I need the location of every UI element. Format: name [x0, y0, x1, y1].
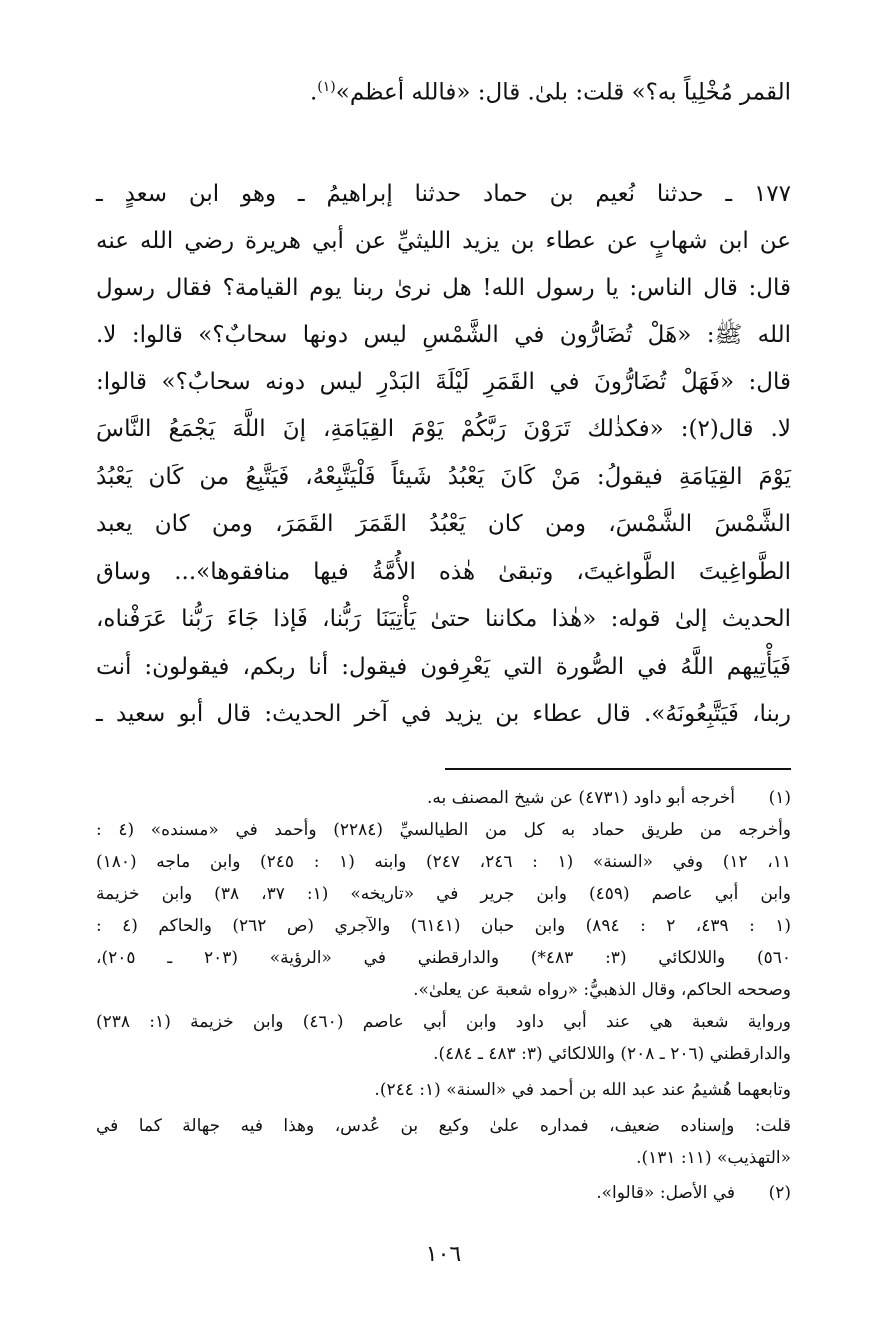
footnote-line: وأخرجه من طريق حماد به كل من الطيالسيِّ (٢٢٨٤) وأحمد في «مسنده» (٤ : [96, 820, 792, 840]
footnote-line: وتابعهما هُشيمُ عند عبد الله بن أحمد في «السنة» (١: ٢٤٤). [374, 1080, 791, 1100]
footnote-line: ورواية شعبة هي عند أبي داود وابن أبي عاصم (٤٦٠) وابن خزيمة (١: ٢٣٨) [96, 1012, 791, 1032]
footnote-line: والدارقطني (٢٠٦ ـ ٢٠٨) واللالكائي (٣: ٤٨٣ ـ ٤٨٤). [433, 1044, 791, 1064]
footnote-line: «التهذيب» (١١: ١٣١). [636, 1148, 791, 1168]
hadith-line: فَيَأْتِيهم اللَّهُ في الصُّورة التي يَعْرِفون فيقول: أنا ربكم، فيقولون: أنت [96, 654, 791, 680]
footnote-separator [445, 768, 791, 770]
footnote-line: وصححه الحاكم، وقال الذهبيُّ: «رواه شعبة عن يعلىٰ». [413, 980, 791, 1000]
hadith-line: ١٧٧ ـ حدثنا نُعيم بن حماد حدثنا إبراهيمُ ـ وهو ابن سعدٍ ـ [96, 181, 791, 207]
footnote-number-2: (٢) [768, 1183, 791, 1203]
hadith-line: لا. قال(٢): «فكذٰلك تَرَوْنَ رَبَّكُمْ يَوْمَ القِيَامَةِ، إنَ اللَّهَ يَجْمَعُ النَّاسَ [96, 416, 791, 442]
footnote-line: (١ : ٤٣٩، ٢ : ٨٩٤) وابن حبان (٦١٤١) والآجري (ص ٢٦٢) والحاكم (٤ : [96, 916, 791, 936]
footnote-line: وابن أبي عاصم (٤٥٩) وابن جرير في «تاريخه» (١: ٣٧، ٣٨) وابن خزيمة [96, 884, 791, 904]
hadith-line: الحديث إلىٰ قوله: «هٰذا مكاننا حتىٰ يَأْتِيَنَا رَبُّنا، فَإذا جَاءَ رَبُّنا عَرَفْناه، [96, 606, 791, 632]
footnote-line: أخرجه أبو داود (٤٧٣١) عن شيخ المصنف به. [426, 788, 735, 808]
page-number: ١٠٦ [425, 1242, 462, 1267]
footnote-line: ٥٦٠) واللالكائي (٣: ٤٨٣*) والدارقطني في «الرؤية» (٢٠٣ ـ ٢٠٥)، [96, 948, 791, 968]
opening-end: . [309, 79, 318, 106]
hadith-line: الشَّمْسَ الشَّمْسَ، ومن كان يَعْبُدُ القَمَرَ القَمَرَ، ومن كان يعبد [96, 511, 791, 537]
hadith-line: قال: قال الناس: يا رسول الله! هل نرىٰ ربنا يوم القيامة؟ فقال رسول [96, 275, 791, 301]
footnote-ref-1: (١) [317, 79, 336, 95]
hadith-line: يَوْمَ القِيَامَةِ فيقولُ: مَنْ كَانَ يَعْبُدُ شَيئاً فَلْيَتَّبِعْهُ، فَيَتَّبِعُ من كَان يَعْبُدُ [96, 464, 791, 490]
hadith-line: عن ابن شهابٍ عن عطاء بن يزيد الليثيِّ عن أبي هريرة رضي الله عنه [96, 228, 791, 254]
opening-line [310, 80, 791, 105]
footnote-line: ١١، ١٢) وفي «السنة» (١ : ٢٤٦، ٢٤٧) وابنه (١ : ٢٤٥) وابن ماجه (١٨٠) [96, 852, 791, 872]
hadith-line: الطَّواغِيتَ الطَّواغيتَ، وتبقىٰ هٰذه الأُمَّةُ فيها منافقوها»... وساق [96, 559, 791, 585]
hadith-line: ربنا، فَيَتَّبِعُونَهُ». قال عطاء بن يزيد في آخر الحديث: قال أبو سعيد ـ [96, 701, 791, 727]
footnote-number-1: (١) [768, 788, 791, 808]
footnote-line: في الأصل: «قالوا». [596, 1183, 735, 1203]
hadith-line: الله ﷺ: «هَلْ تُضَارُّون في الشَّمْسِ ليس دونها سحابٌ؟» قالوا: لا. [96, 322, 791, 348]
footnote-line: قلت: وإسناده ضعيف، فمداره علىٰ وكيع بن عُدس، وهذا فيه جهالة كما في [96, 1116, 791, 1136]
hadith-line: قال: «فَهَلْ تُضَارُّونَ في القَمَرِ لَيْلَةَ البَدْرِ ليس دونه سحابٌ؟» قالوا: [96, 369, 792, 395]
opening-text: القمر مُخْلِياً به؟» قلت: بلىٰ. قال: «فالله أعظم» [335, 79, 791, 106]
